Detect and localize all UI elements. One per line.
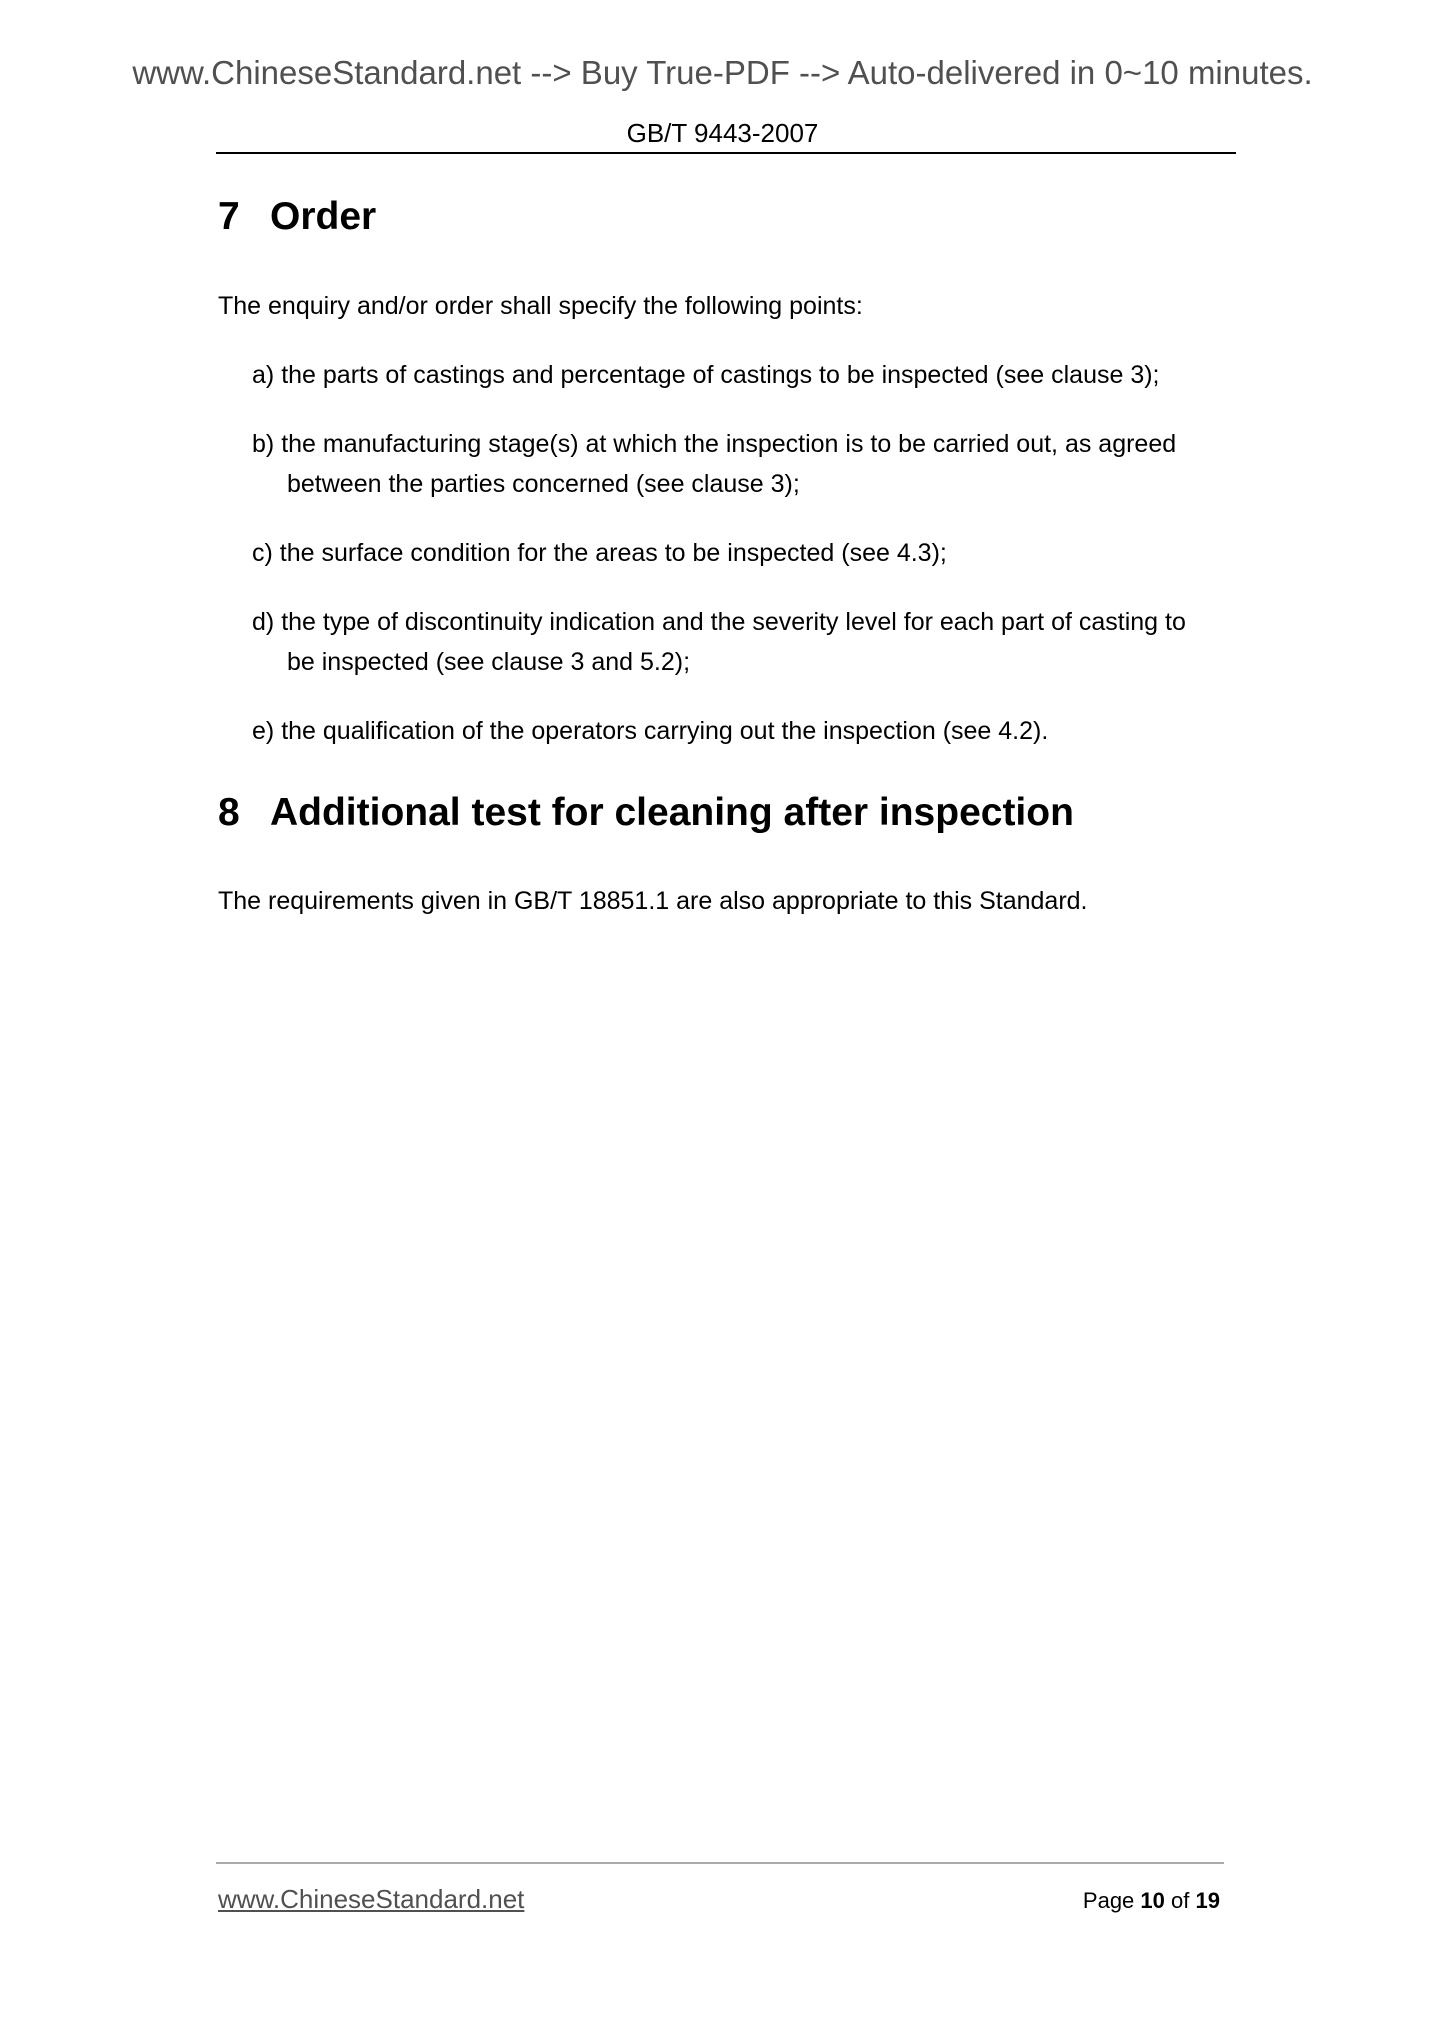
- list-item: [252, 424, 1252, 504]
- section-7-number: 7: [218, 195, 240, 238]
- list-item-text: the type of discontinuity indication and the severity level for each part of casting to: [281, 608, 1186, 636]
- page-counter: [1040, 1890, 1220, 1912]
- page-label: Page: [1082, 1888, 1135, 1913]
- section-7-intro: The enquiry and/or order shall specify the following points:: [218, 292, 863, 320]
- list-item-continuation: between the parties concerned (see clause 3);: [287, 470, 800, 498]
- list-item-text: the manufacturing stage(s) at which the inspection is to be carried out, as agreed: [281, 430, 1177, 458]
- list-item-marker: c): [252, 539, 273, 567]
- list-item: [252, 355, 1252, 395]
- list-item-text: the surface condition for the areas to be inspected (see 4.3);: [279, 539, 947, 567]
- list-item-continuation: be inspected (see clause 3 and 5.2);: [287, 648, 691, 676]
- page-of-label: of: [1171, 1888, 1190, 1913]
- list-item-marker: a): [252, 361, 275, 389]
- header-divider: [216, 152, 1236, 154]
- list-item-marker: b): [252, 430, 275, 458]
- list-item: [252, 602, 1252, 682]
- section-8-body: The requirements given in GB/T 18851.1 are also appropriate to this Standard.: [218, 887, 1088, 915]
- section-7-heading: [218, 197, 376, 236]
- document-code: GB/T 9443-2007: [626, 118, 819, 148]
- list-item-marker: e): [252, 717, 275, 745]
- list-item: [252, 533, 1252, 573]
- page-total: 19: [1195, 1888, 1220, 1913]
- footer-website-link[interactable]: www.ChineseStandard.net: [218, 1884, 525, 1914]
- list-item: [252, 711, 1252, 751]
- section-8-heading: [218, 793, 1074, 832]
- section-8-title: Additional test for cleaning after inspection: [270, 791, 1074, 834]
- header-banner: www.ChineseStandard.net --> Buy True-PDF --> Auto-delivered in 0~10 minutes.: [132, 54, 1313, 91]
- section-7-title: Order: [270, 195, 377, 238]
- list-item-text: the parts of castings and percentage of castings to be inspected (see clause 3);: [281, 361, 1160, 389]
- page-current: 10: [1140, 1888, 1165, 1913]
- list-item-marker: d): [252, 608, 275, 636]
- footer-divider: [216, 1862, 1224, 1864]
- section-8-number: 8: [218, 791, 240, 834]
- list-item-text: the qualification of the operators carrying out the inspection (see 4.2).: [281, 717, 1049, 745]
